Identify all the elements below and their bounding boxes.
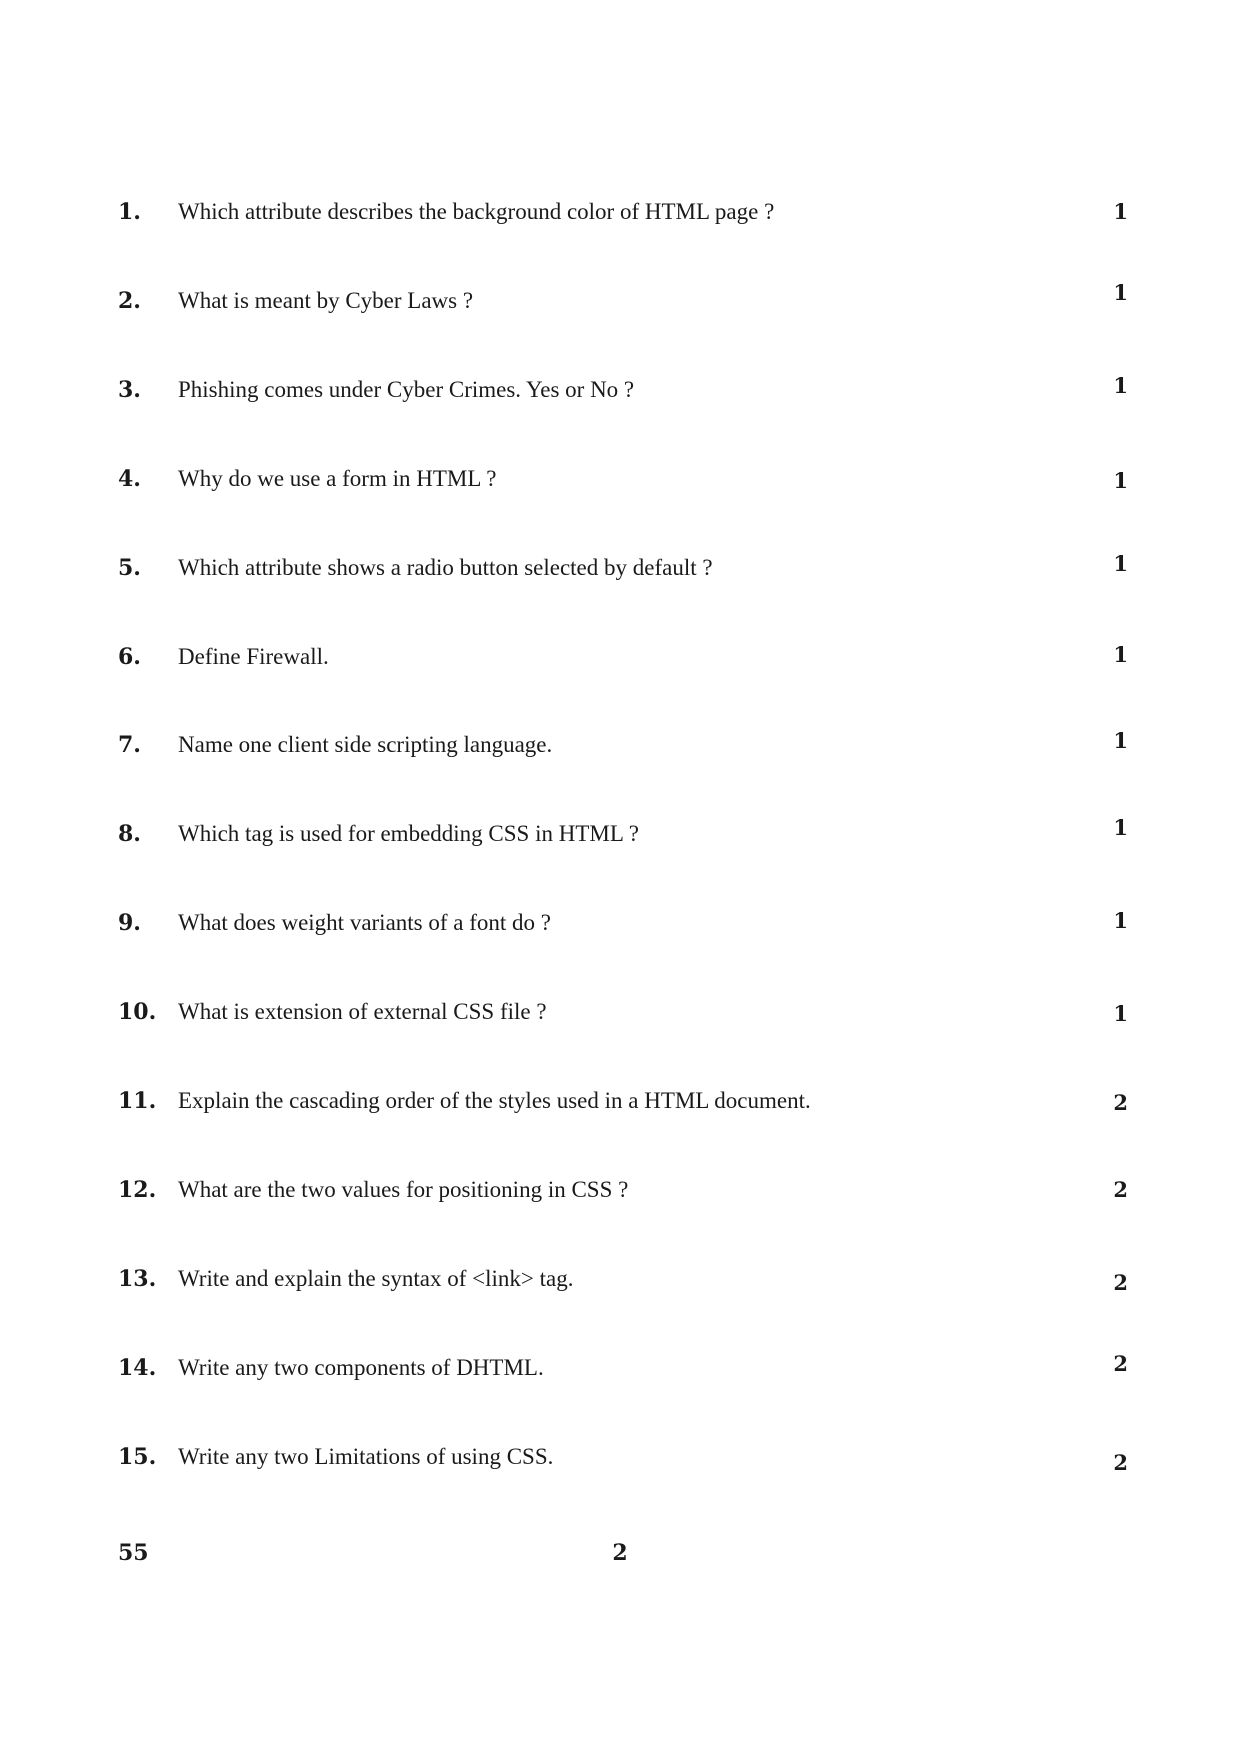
question-item	[118, 1170, 1128, 1210]
question-item	[118, 992, 1128, 1032]
question-item	[118, 1437, 1128, 1477]
question-item	[118, 1259, 1128, 1299]
question-text: What is meant by Cyber Laws ?	[178, 288, 474, 313]
question-number: 4.	[118, 466, 141, 492]
question-text: Why do we use a form in HTML ?	[178, 466, 497, 491]
question-text: Which attribute shows a radio button selected by default ?	[178, 555, 713, 580]
question-marks: 2	[1113, 1270, 1128, 1295]
question-text: Which attribute describes the background color of HTML page ?	[178, 199, 775, 224]
question-item	[118, 192, 1128, 232]
question-item	[118, 725, 1128, 765]
question-marks: 1	[1113, 468, 1128, 493]
question-number: 1.	[118, 199, 141, 225]
question-marks: 2	[1113, 1351, 1128, 1376]
question-number: 5.	[118, 555, 141, 581]
question-item	[118, 281, 1128, 321]
question-text: What does weight variants of a font do ?	[178, 910, 551, 935]
question-marks: 1	[1113, 642, 1128, 667]
question-item	[118, 548, 1128, 588]
question-item	[118, 814, 1128, 854]
question-number: 7.	[118, 732, 141, 758]
question-number: 11.	[118, 1088, 157, 1114]
question-number: 9.	[118, 910, 141, 936]
question-text: Explain the cascading order of the styles used in a HTML document.	[178, 1088, 811, 1113]
question-text: What are the two values for positioning in CSS ?	[178, 1177, 629, 1202]
question-text: Define Firewall.	[178, 644, 329, 669]
question-text: Which tag is used for embedding CSS in HTML ?	[178, 821, 639, 846]
question-number: 6.	[118, 644, 141, 670]
paper-code: 55	[118, 1540, 149, 1566]
question-marks: 1	[1113, 280, 1128, 305]
question-marks: 2	[1113, 1177, 1128, 1202]
question-text: Name one client side scripting language.	[178, 732, 553, 757]
question-text: Write and explain the syntax of <link> tag.	[178, 1266, 574, 1291]
question-number: 12.	[118, 1177, 157, 1203]
question-item	[118, 459, 1128, 499]
question-number: 3.	[118, 377, 141, 403]
question-item	[118, 370, 1128, 410]
question-marks: 1	[1113, 908, 1128, 933]
question-marks: 2	[1113, 1450, 1128, 1475]
question-item	[118, 637, 1128, 677]
question-number: 2.	[118, 288, 141, 314]
question-number: 13.	[118, 1266, 157, 1292]
question-marks: 1	[1113, 551, 1128, 576]
question-item	[118, 1081, 1128, 1121]
page-number: 2	[612, 1540, 628, 1566]
question-item	[118, 903, 1128, 943]
question-marks: 1	[1113, 373, 1128, 398]
question-marks: 1	[1113, 199, 1128, 224]
question-number: 15.	[118, 1444, 157, 1470]
question-marks: 1	[1113, 1001, 1128, 1026]
question-number: 14.	[118, 1355, 157, 1381]
question-text: Write any two components of DHTML.	[178, 1355, 544, 1380]
question-text: Phishing comes under Cyber Crimes. Yes or No ?	[178, 377, 635, 402]
question-marks: 2	[1113, 1090, 1128, 1115]
question-number: 10.	[118, 999, 157, 1025]
question-item	[118, 1348, 1128, 1388]
question-marks: 1	[1113, 728, 1128, 753]
question-marks: 1	[1113, 815, 1128, 840]
question-text: Write any two Limitations of using CSS.	[178, 1444, 554, 1469]
question-number: 8.	[118, 821, 141, 847]
question-text: What is extension of external CSS file ?	[178, 999, 547, 1024]
